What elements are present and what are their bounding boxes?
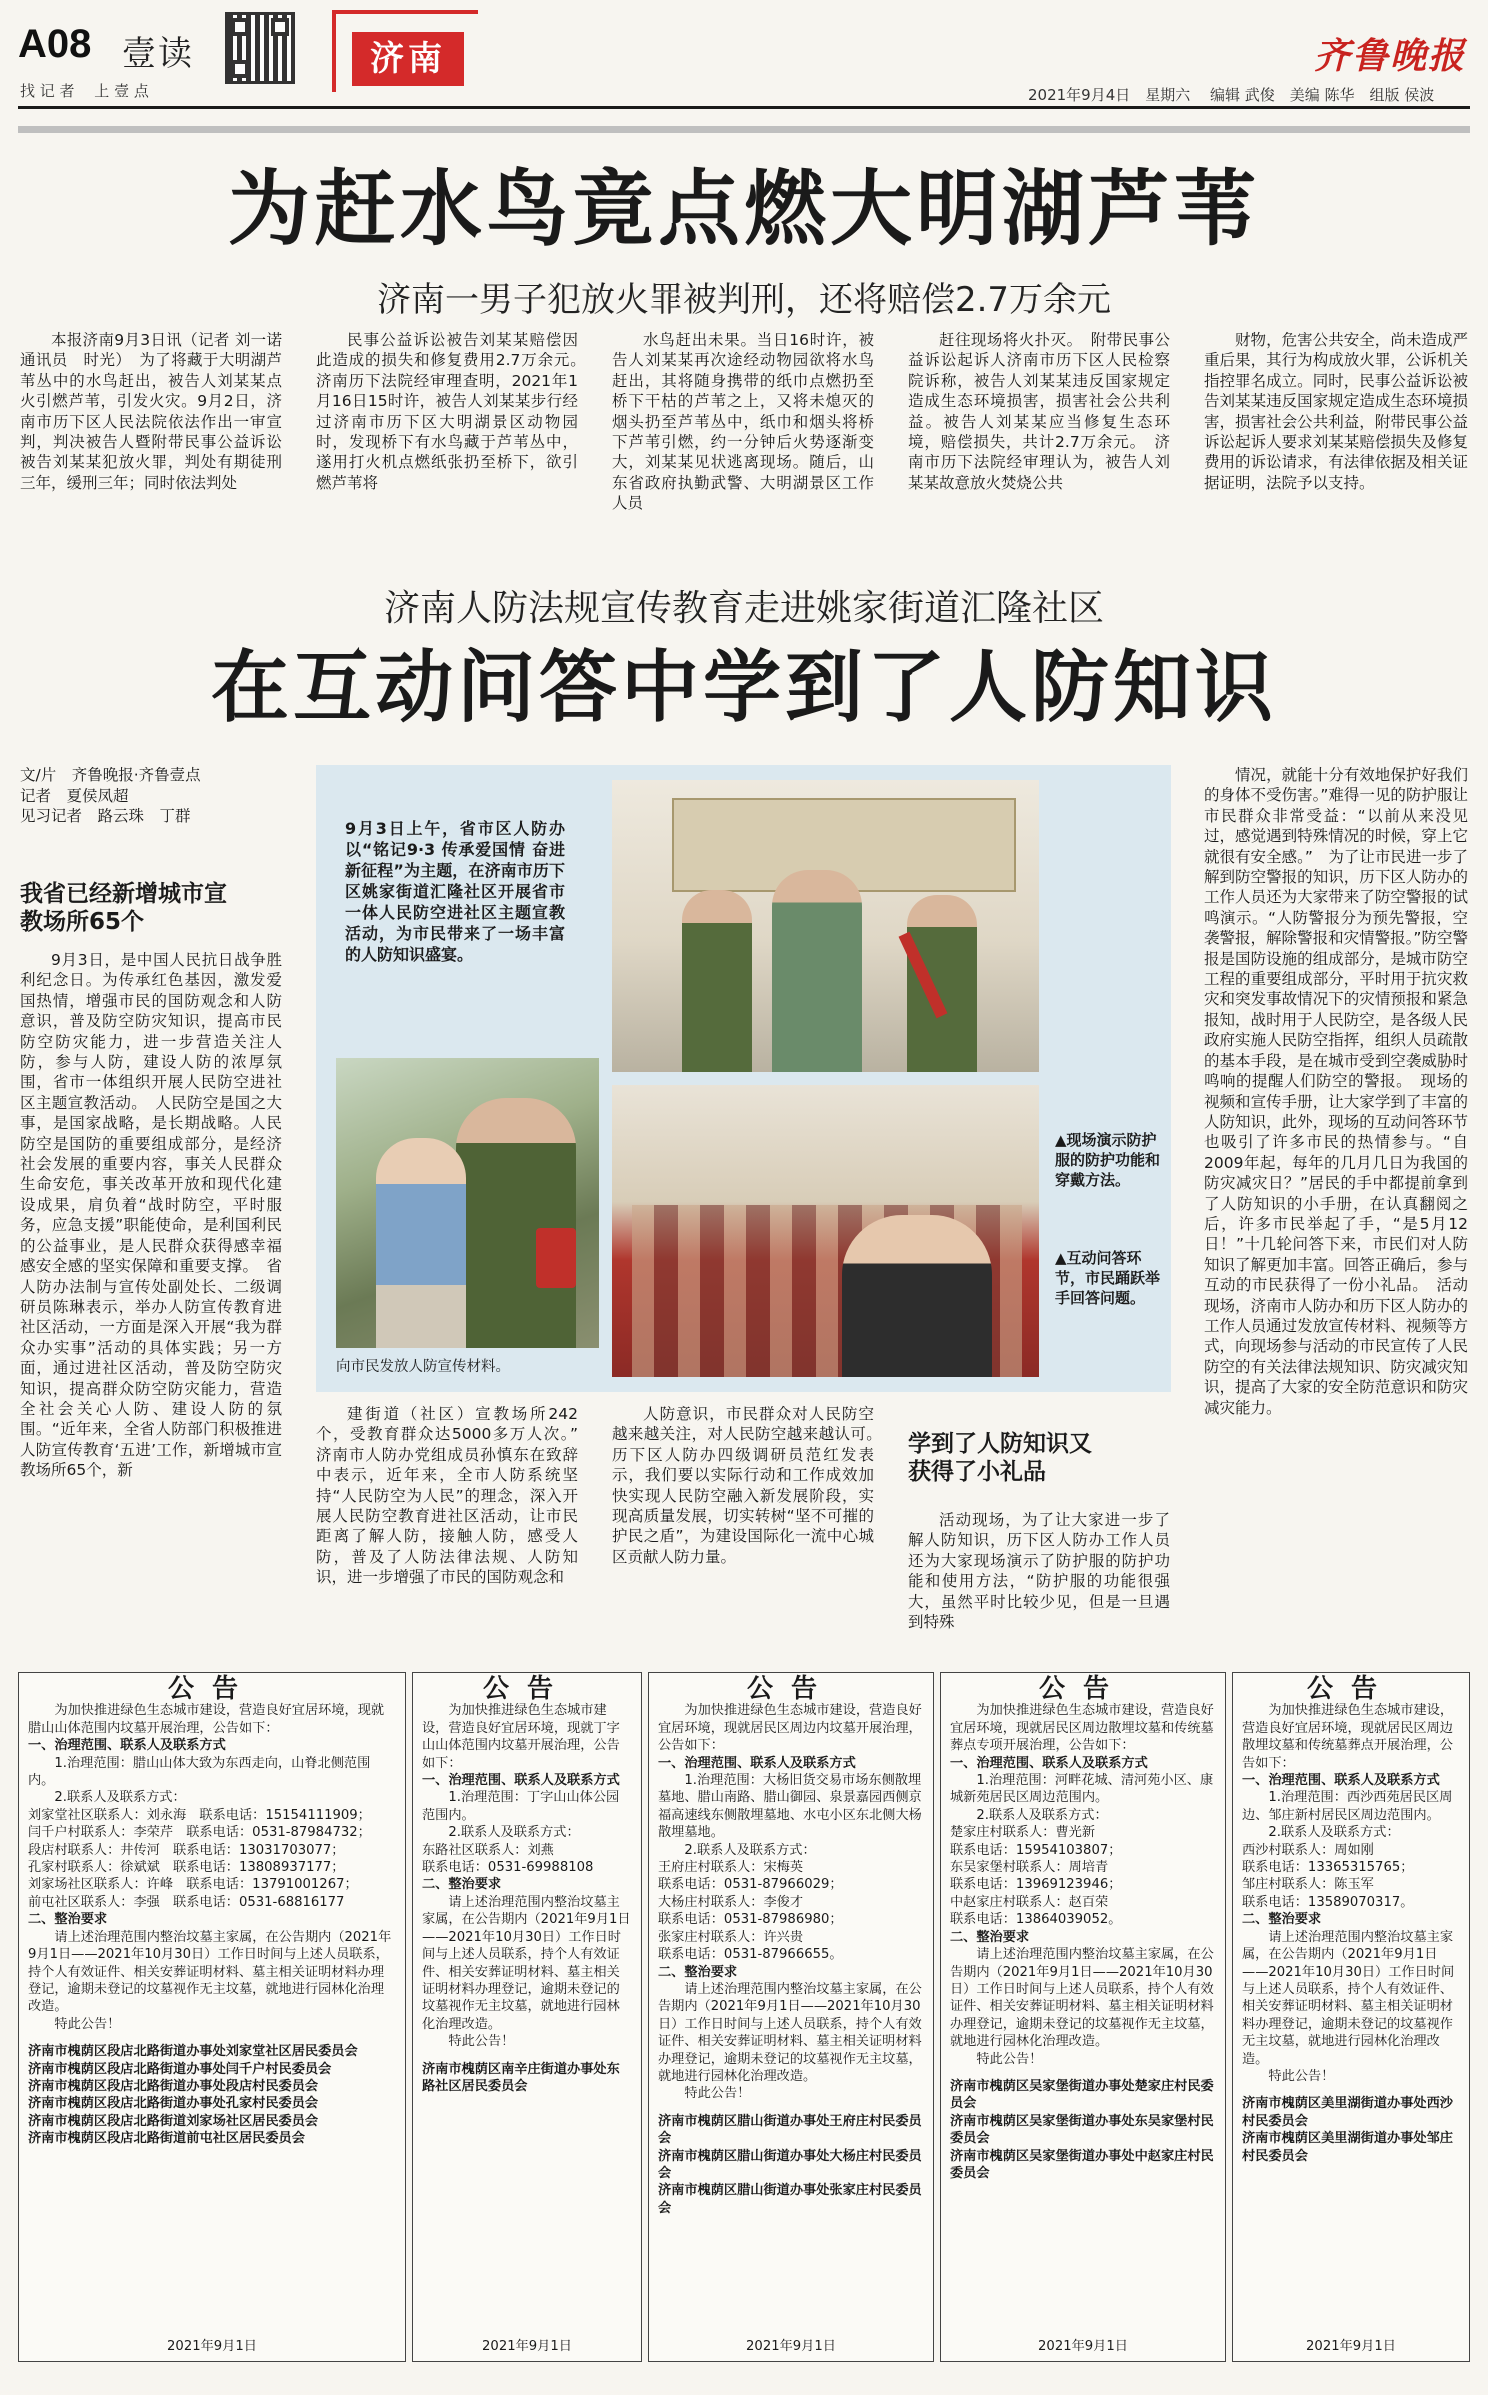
photo1-caption: 向市民发放人防宣传材料。 (336, 1359, 510, 1375)
notice-line: 二、整治要求 (658, 1964, 738, 1980)
notice-box (940, 1672, 1226, 2362)
notice-line: 特此公告！ (1268, 2068, 1335, 2084)
person-figure (376, 1138, 466, 1348)
notice-line: 1.治理范围：丁字山山体公园范围内。 (422, 1790, 620, 1823)
notice-line: 联系电话：0531-87986980； (658, 1912, 843, 1928)
article2-subhead-mid: 学到了人防知识又获得了小礼品 (908, 1431, 1092, 1485)
person-figure (842, 1215, 992, 1377)
notice-line: 请上述治理范围内整治坟墓主家属，在公告期内（2021年9月1日——2021年10月30日）工作日时间与上述人员联系，持个人有效证件、相关安葬证明材料、墓主相关证明材料办理登记，逾期未登记的坟墓视作无主坟墓，就地进行园林化治理改造。 (28, 1929, 392, 2015)
notice-line: 为加快推进绿色生态城市建设，营造良好宜居环境，现就丁字山山体范围内坟墓开展治理，公告如下： (422, 1703, 620, 1771)
masthead-rule-thick (18, 126, 1470, 133)
notice-line: 联系电话：13864039052。 (950, 1912, 1122, 1928)
notice-line: 为加快推进绿色生态城市建设，营造良好宜居环境，现就腊山山体范围内坟墓开展治理，公告如下： (28, 1703, 385, 1736)
notice-line: 一、治理范围、联系人及联系方式 (658, 1755, 856, 1771)
article2-left-col: 9月3日，是中国人民抗日战争胜利纪念日。为传承红色基因，激发爱国热情，增强市民的国防观念和人防意识，普及防空防灾知识，提高市民防空防灾能力，进一步营造关注人防，参与人防，建设人防的浓厚氛围，省市一体组织开展人民防空进社区主题宣教活动。 人民防空是国之大事，是国家战略，是长期战略。人民防空是国防的重要组成部分，是经济社会发展的重要内容，事关人民群众生命安危，事关改革开放和现代化建设成果，肩负着“战时防空，平时服务，应急支援”职能使命，是利国利民的公益事业，是人民群众获得感幸福感安全感的坚实保障和重要支撑。 省人防办法制与宣传处副处长、二级调研员陈琳表示，举办人防宣传教育进社区活动，一方面是深入开展“我为群众办实事”活动的具体实践；另一方面，通过进社区活动，普及防空防灾知识，提高群众防空防灾能力，营造全社会关心人防、建设人防的氛围。“近年来，全省人防部门积极推进人防宣传教育‘五进’工作，新增城市宣教场所65个，新 (20, 951, 282, 1480)
masthead-rule (18, 106, 1470, 109)
notice-line: 特此公告！ (976, 2051, 1043, 2067)
notice-box (18, 1672, 406, 2362)
region-tag-label: 济南 (352, 32, 464, 86)
notice-line: 孔家村联系人：徐斌斌 联系电话：13808937177； (28, 1860, 345, 1876)
article2-mid-col-a: 建街道（社区）宣教场所242个，受教育群众达5000多万人次。” 济南市人防办党组成员孙慎东在致辞中表示，近年来，全市人防系统坚持“人民防空为人民”的理念，深入开展人民防空教育进社区活动，让市民距离了解人防，接触人防，感受人防，普及了人防法律法规、人防知识，进一步增强了市民的国防观念和 (316, 1405, 594, 1587)
notice-line: 2.联系人及联系方式： (1268, 1825, 1400, 1841)
qr-code-icon (225, 12, 295, 84)
notice-signature: 济南市槐荫区吴家堡街道办事处楚家庄村民委员会 (950, 2078, 1214, 2112)
article2-kicker: 济南人防法规宣传教育走进姚家街道汇隆社区 (383, 588, 1104, 629)
notice-line: 东路社区联系人：刘燕 (422, 1842, 554, 1858)
photo3-caption: ▲互动问答环节，市民踊跃举手回答问题。 (1055, 1249, 1161, 1307)
article2-headline: 在互动问答中学到了人防知识 (210, 643, 1277, 733)
notice-line: 请上述治理范围内整治坟墓主家属，在公告期内（2021年9月1日——2021年10月30日）工作日时间与上述人员联系，持个人有效证件、相关安葬证明材料、墓主相关证明材料办理登记，逾期未登记的坟墓视作无主坟墓，就地进行园林化治理改造。 (422, 1894, 631, 2032)
notice-line: 1.治理范围：腊山山体大致为东西走向，山脊北侧范围内。 (28, 1755, 371, 1789)
notice-line: 一、治理范围、联系人及联系方式 (950, 1755, 1148, 1771)
notice-title: 公告 (1306, 1674, 1395, 1704)
notice-line: 闫千户村联系人：李荣芹 联系电话：0531-87984732； (28, 1825, 371, 1841)
person-figure (907, 895, 977, 1072)
masthead-note: 找 记 者 上 壹 点 (20, 82, 149, 100)
notice-line: 楚家庄村联系人：曹光新 (950, 1825, 1096, 1841)
article1-headline: 为赶水鸟竟点燃大明湖芦苇 (227, 162, 1260, 257)
article1-col-1: 本报济南9月3日讯（记者 刘一诺 通讯员 时光） 为了将藏于大明湖芦苇丛中的水鸟赶出，被告人刘某某点火引燃芦苇，引发火灾。9月2日，济南市历下区人民法院依法作出一审宣判，判决被告人暨附带民事公益诉讼被告刘某某犯放火罪，判处有期徒刑三年，缓刑三年；同时依法判处 (20, 331, 298, 492)
notice-line: 一、治理范围、联系人及联系方式 (28, 1738, 226, 1754)
article2-byline (20, 765, 320, 827)
notice-title: 公告 (167, 1674, 256, 1704)
notice-line: 大杨庄村联系人：李俊才 (658, 1894, 804, 1910)
notice-line: 一、治理范围、联系人及联系方式 (1242, 1773, 1440, 1789)
notice-line: 东吴家堡村联系人：周培青 (950, 1860, 1109, 1876)
notice-date: 2021年9月1日 (482, 2338, 572, 2354)
notice-date: 2021年9月1日 (1038, 2338, 1128, 2354)
notice-line: 联系电话：0531-87966655。 (658, 1947, 843, 1963)
notice-line: 刘家堂社区联系人：刘永海 联系电话：15154111909； (28, 1807, 371, 1823)
notice-title: 公告 (482, 1674, 571, 1704)
notice-signature: 济南市槐荫区段店北路街道刘家场社区居民委员会 (28, 2113, 319, 2129)
article1-subhead: 济南一男子犯放火罪被判刑，还将赔偿2.7万余元 (376, 280, 1112, 320)
photo-protective-suit-demo (612, 780, 1039, 1072)
notice-line: 刘家场社区联系人：许峰 联系电话：13791001267； (28, 1877, 358, 1893)
notice-line: 特此公告！ (448, 2034, 515, 2050)
article1-col-5: 财物，危害公共安全，尚未造成严重后果，其行为构成放火罪，公诉机关指控罪名成立。同时，民事公益诉讼被告刘某某违反国家规定造成生态环境损害，损害社会公共利益，附带民事公益诉讼起诉人要求刘某某赔偿损失及修复费用的诉讼请求，有法律依据及相关证据证明，法院予以支持。 (1204, 331, 1468, 492)
notice-line: 邹庄村联系人：陈玉军 (1242, 1877, 1374, 1893)
notice-line: 联系电话：15954103807； (950, 1842, 1122, 1858)
notice-line: 中赵家庄村联系人：赵百荣 (950, 1894, 1109, 1910)
article1-col-3: 水鸟赶出未果。当日16时许，被告人刘某某再次途经动物园欲将水鸟赶出，其将随身携带的纸巾点燃扔至桥下干枯的芦苇之上，又将未熄灭的烟头扔至芦苇丛中，纸巾和烟头将桥下芦苇引燃，约一分钟后火势逐渐变大，刘某某见状逃离现场。随后，山东省政府执勤武警、大明湖景区工作人员 (612, 331, 874, 513)
notice-line: 二、整治要求 (1242, 1912, 1322, 1928)
notice-line: 联系电话：13365315765； (1242, 1860, 1414, 1876)
article2-subhead-left: 我省已经新增城市宣教场所65个 (20, 881, 227, 935)
byline-line: 见习记者 路云珠 丁群 (20, 807, 191, 825)
newspaper-logo: 齐鲁晚报 (1313, 35, 1466, 77)
flag-badge (536, 1228, 576, 1288)
notice-line: 1.治理范围：西沙西苑居民区周边、邹庄新村居民区周边范围内。 (1242, 1790, 1453, 1823)
article2-mid-col-b: 人防意识，市民群众对人民防空越来越关注，对人民防空越来越认可。 历下区人防办四级调研员范红发表示，我们要以实际行动和工作成效加快实现人民防空融入新发展阶段，实现高质量发展，切实转树“坚不可摧的护民之盾”，为建设国际化一流中心城区贡献人防力量。 (612, 1405, 890, 1566)
notice-signature: 济南市槐荫区腊山街道办事处王府庄村民委员会 (658, 2113, 922, 2147)
notice-line: 请上述治理范围内整治坟墓主家属，在公告期内（2021年9月1日——2021年10月30日）工作日时间与上述人员联系，持个人有效证件、相关安葬证明材料、墓主相关证明材料办理登记，逾期未登记的坟墓视作无主坟墓，就地进行园林化治理改造。 (950, 1947, 1214, 2050)
notice-signature: 济南市槐荫区腊山街道办事处大杨庄村民委员会 (658, 2148, 922, 2181)
notice-signature: 济南市槐荫区美里湖街道办事处西沙村民委员会 (1242, 2096, 1453, 2129)
notice-signature: 济南市槐荫区段店北路街道办事处段店村民委员会 (28, 2078, 319, 2094)
notice-line: 联系电话：0531-87966029； (658, 1877, 843, 1893)
notice-line: 二、整治要求 (950, 1929, 1030, 1945)
notice-line: 1.治理范围：河畔花城、清河苑小区、康城新苑居民区周边范围内。 (950, 1773, 1214, 1806)
editor-credits: 编辑 武俊 美编 陈华 组版 侯波 (1210, 86, 1435, 104)
notice-signature: 济南市槐荫区吴家堡街道办事处东吴家堡村民委员会 (950, 2113, 1214, 2147)
person-figure (682, 890, 752, 1072)
notice-line: 联系电话：0531-69988108 (422, 1860, 594, 1876)
notice-line: 特此公告！ (684, 2086, 751, 2102)
notice-line: 2.联系人及联系方式： (54, 1790, 186, 1806)
notice-box (412, 1672, 642, 2362)
notice-line: 为加快推进绿色生态城市建设，营造良好宜居环境，现就居民区周边散埋坟墓和传统墓葬点开展治理，公告如下： (1242, 1703, 1454, 1771)
notice-line: 请上述治理范围内整治坟墓主家属，在公告期内（2021年9月1日——2021年10月30日）工作日时间与上述人员联系，持个人有效证件、相关安葬证明材料、墓主相关证明材料办理登记，逾期未登记的坟墓视作无主坟墓，就地进行园林化治理改造。 (658, 1981, 922, 2084)
notice-line: 前屯社区联系人：李强 联系电话：0531-68816177 (28, 1894, 345, 1910)
photo2-caption: ▲现场演示防护服的防护功能和穿戴方法。 (1055, 1131, 1161, 1189)
photo-audience-qa (612, 1085, 1039, 1377)
notice-line: 段店村联系人：井传河 联系电话：13031703077； (28, 1842, 345, 1858)
byline-line: 记者 夏侯凤超 (20, 786, 129, 805)
notice-line: 请上述治理范围内整治坟墓主家属，在公告期内（2021年9月1日——2021年10月30日）工作日时间与上述人员联系，持个人有效证件、相关安葬证明材料、墓主相关证明材料办理登记，逾期未登记的坟墓视作无主坟墓，就地进行园林化治理改造。 (1242, 1929, 1455, 2067)
notice-signature: 济南市槐荫区段店北路街道办事处孔家村民委员会 (28, 2096, 319, 2112)
issue-date: 2021年9月4日 星期六 (1028, 86, 1191, 104)
intro-caption: 9月3日上午，省市区人防办以“铭记9·3 传承爱国情 奋进新征程”为主题，在济南市历下区姚家街道汇隆社区开展省市一体人民防空进社区主题宣教活动，为市民带来了一场丰富的人防知识盛宴。 (345, 819, 565, 964)
person-figure (772, 870, 862, 1072)
notice-line: 2.联系人及联系方式： (976, 1807, 1108, 1823)
notice-signature: 济南市槐荫区美里湖街道办事处邹庄村民委员会 (1242, 2131, 1453, 2164)
notice-signature: 济南市槐荫区段店北路街道办事处刘家堂社区居民委员会 (28, 2044, 358, 2060)
notice-line: 2.联系人及联系方式： (448, 1825, 580, 1841)
notice-line: 二、整治要求 (28, 1912, 108, 1928)
notice-signature: 济南市槐荫区腊山街道办事处张家庄村民委员会 (658, 2183, 922, 2216)
notice-line: 为加快推进绿色生态城市建设，营造良好宜居环境，现就居民区周边内坟墓开展治理，公告如下： (658, 1703, 922, 1754)
photo-distributing-materials (336, 1058, 599, 1348)
notice-line: 王府庄村联系人：宋梅英 (658, 1860, 804, 1876)
notice-signature: 济南市槐荫区南辛庄街道办事处东路社区居民委员会 (422, 2061, 620, 2094)
notice-title: 公告 (746, 1674, 835, 1704)
notice-line: 为加快推进绿色生态城市建设，营造良好宜居环境，现就居民区周边散埋坟墓和传统墓葬点专项开展治理，公告如下： (950, 1703, 1214, 1754)
notice-date: 2021年9月1日 (1306, 2338, 1396, 2354)
notice-box (648, 1672, 934, 2362)
article1-col-4: 赶往现场将火扑灭。 附带民事公益诉讼起诉人济南市历下区人民检察院诉称，被告人刘某某违反国家规定造成生态环境损害，损害社会公共利益。被告人刘某某应当修复生态环境，赔偿损失，共计2.7万余元。 济南市历下法院经审理认为，被告人刘某某故意放火焚烧公共 (908, 331, 1170, 492)
notice-date: 2021年9月1日 (167, 2338, 257, 2354)
article1-col-2: 民事公益诉讼被告刘某某赔偿因此造成的损失和修复费用2.7万余元。 济南历下法院经审理查明，2021年1月16日15时许，被告人刘某某步行经过济南市历下区大明湖景区动物园时，发现桥下有水鸟藏于芦苇丛中，遂用打火机点燃纸张扔至桥下，欲引燃芦苇将 (316, 331, 594, 492)
notice-signature: 济南市槐荫区吴家堡街道办事处中赵家庄村民委员会 (950, 2148, 1214, 2181)
byline-line: 文/片 齐鲁晚报·齐鲁壹点 (20, 766, 201, 784)
section-name: 壹读 (122, 34, 194, 74)
region-tag (332, 10, 478, 92)
notice-signature: 济南市槐荫区段店北路街道办事处闫千户村民委员会 (28, 2061, 332, 2077)
notice-signature: 济南市槐荫区段店北路街道前屯社区居民委员会 (28, 2131, 305, 2147)
notice-line: 一、治理范围、联系人及联系方式 (422, 1773, 620, 1789)
notice-line: 1.治理范围：大杨旧货交易市场东侧散埋墓地、腊山南路、腊山御园、泉景嘉园西侧京福高速线东侧散埋墓地、水屯小区东北侧大杨散埋墓地。 (658, 1773, 922, 1841)
notice-box (1232, 1672, 1470, 2362)
notice-line: 张家庄村联系人：许兴贵 (658, 1929, 804, 1945)
notice-line: 特此公告！ (54, 2016, 121, 2032)
notice-date: 2021年9月1日 (746, 2338, 836, 2354)
notice-line: 联系电话：13969123946； (950, 1877, 1122, 1893)
article2-mid-col-c: 活动现场，为了让大家进一步了解人防知识，历下区人防办工作人员还为大家现场演示了防护服的防护功能和使用方法，“防护服的功能很强大，虽然平时比较少见，但是一旦遇到特殊 (908, 1511, 1170, 1632)
notice-line: 2.联系人及联系方式： (684, 1842, 816, 1858)
notice-line: 二、整治要求 (422, 1877, 502, 1893)
person-figure (456, 1098, 576, 1348)
notice-title: 公告 (1038, 1674, 1127, 1704)
notice-line: 西沙村联系人：周如刚 (1242, 1842, 1374, 1858)
notice-line: 联系电话：13589070317。 (1242, 1894, 1414, 1910)
page-number: A08 (18, 22, 92, 66)
article2-right-col: 情况，就能十分有效地保护好我们的身体不受伤害。”难得一见的防护服让市民群众非常受益：“以前从来没见过，感觉遇到特殊情况的时候，穿上它就很有安全感。” 为了让市民进一步了解到防空警报的知识，历下区人防办的工作人员还为大家带来了防空警报的试鸣演示。“人防警报分为预先警报，空袭警报，解除警报和灾情警报。”防空警报是国防设施的组成部分，是城市防空工程的重要组成部分，平时用于抗灾救灾和突发事故情况下的灾情预报和紧急报知，战时用于人民防空，是各级人民政府实施人民防空指挥，组织人员疏散的基本手段，是在城市受到空袭威胁时鸣响的提醒人们防空的警报。 现场的视频和宣传手册，让大家学到了丰富的人防知识，此外，现场的互动问答环节也吸引了许多市民的热情参与。“自2009年起，每年的几月几日为我国的防灾减灾日？”居民的手中都提前拿到了人防知识的小手册，在认真翻阅之后，许多市民举起了手，“是5月12日！”十几轮问答下来，市民们对人防知识了解更加丰富。回答正确后，参与互动的市民获得了一份小礼品。 活动现场，济南市人防办和历下区人防办的工作人员通过发放宣传材料、视频等方式，向现场参与活动的市民宣传了人民防空的有关法律法规知识、防灾减灾知识，提高了大家的安全防范意识和防灾减灾能力。 (1204, 766, 1468, 1417)
